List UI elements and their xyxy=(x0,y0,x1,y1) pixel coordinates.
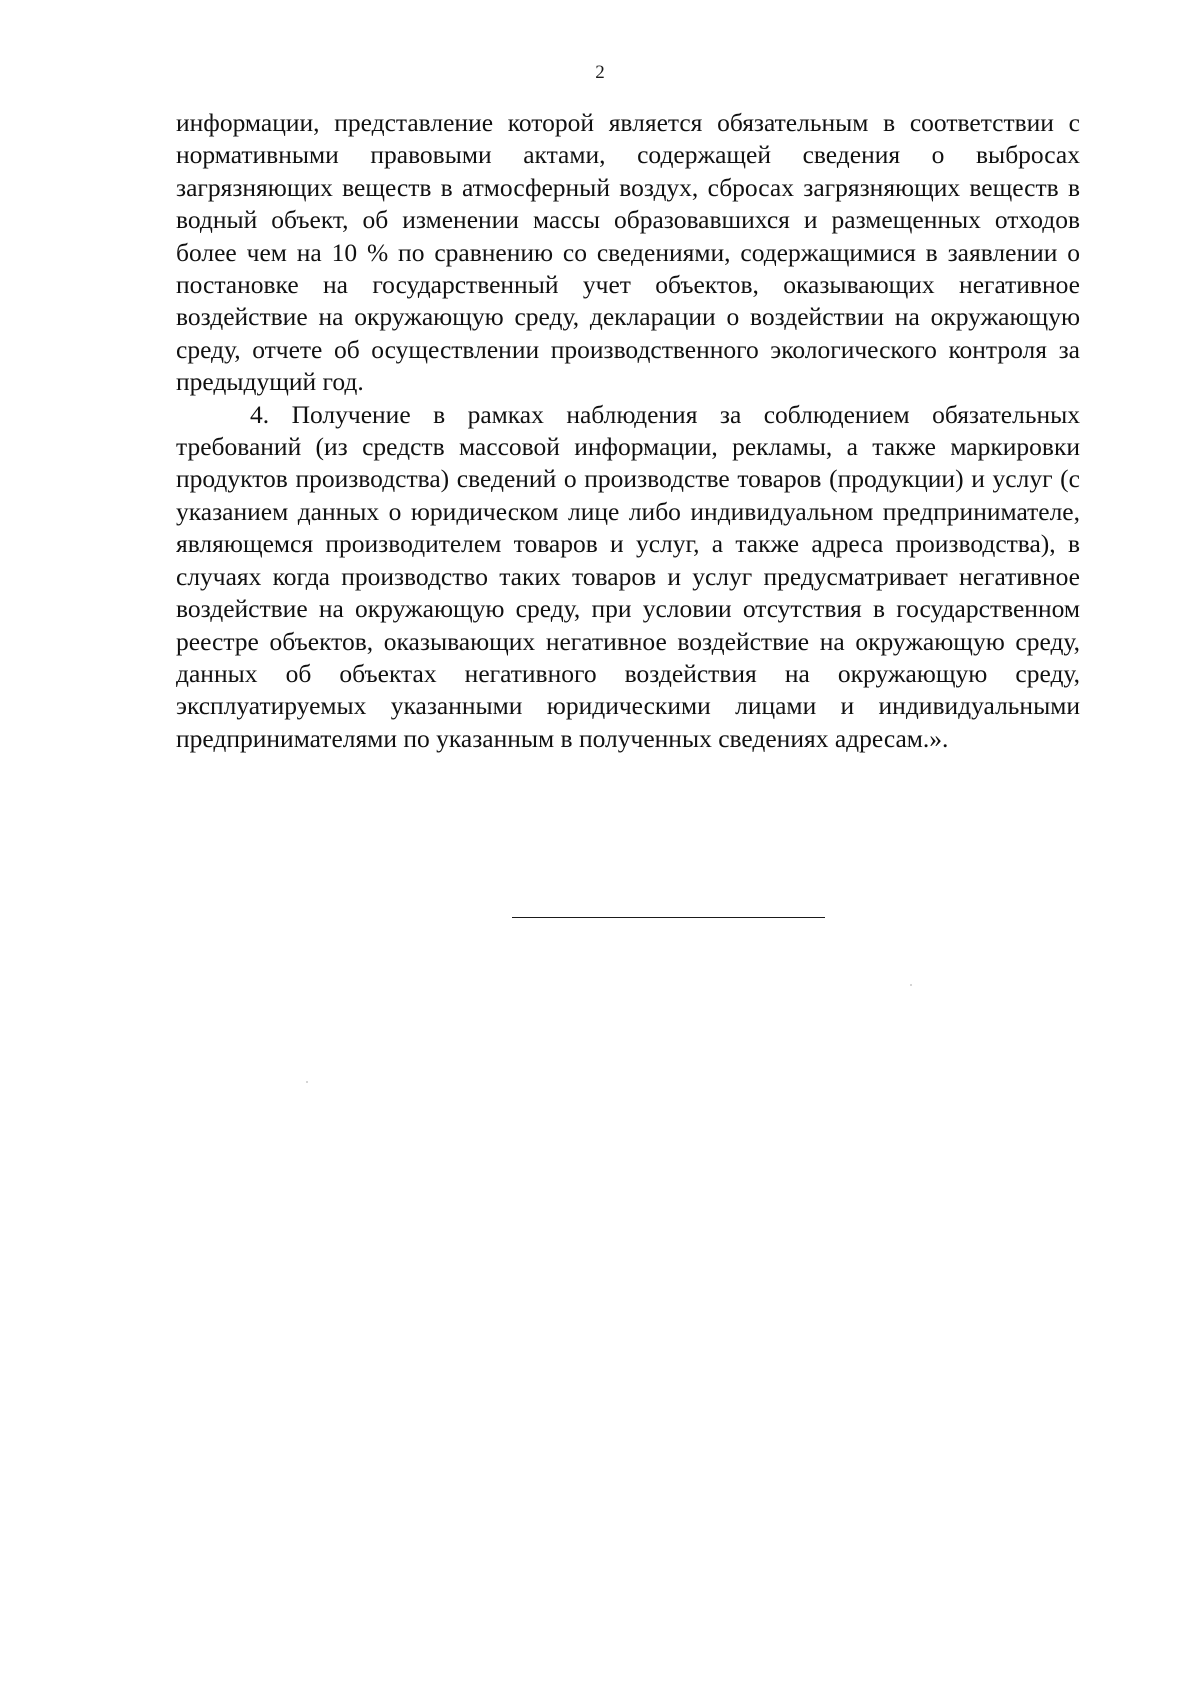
paragraph-continuation: информации, представление которой является обязательным в соответствии с нормативными правовыми актами, содержащей сведения о выбросах загрязняющих веществ в атмосферный воздух, сбросах загрязняющих веществ в водный объект, об изменении массы образовавшихся и размещенных отходов более чем на 10 % по сравнению со сведениями, содержащимися в заявлении о постановке на государственный учет объектов, оказывающих негативное воздействие на окружающую среду, декларации о воздействии на окружающую среду, отчете об осуществлении производственного экологического контроля за предыдущий год. xyxy=(176,108,1080,397)
document-body xyxy=(176,107,1080,755)
paragraph-item-4: 4. Получение в рамках наблюдения за соблюдением обязательных требований (из средств массовой информации, рекламы, а также маркировки продуктов производства) сведений о производстве товаров (продукции) и услуг (с указанием данных о юридическом лице либо индивидуальном предпринимателе, являющемся производителем товаров и услуг, а также адреса производства), в случаях когда производство таких товаров и услуг предусматривает негативное воздействие на окружающую среду, при условии отсутствия в государственном реестре объектов, оказывающих негативное воздействие на окружающую среду, данных об объектах негативного воздействия на окружающую среду, эксплуатируемых указанными юридическими лицами и индивидуальными предпринимателями по указанным в полученных сведениях адресам.». xyxy=(176,399,1080,753)
scan-speck xyxy=(306,1081,308,1083)
scan-speck xyxy=(910,984,912,986)
separator-line xyxy=(512,917,825,918)
page-number: 2 xyxy=(595,62,605,83)
